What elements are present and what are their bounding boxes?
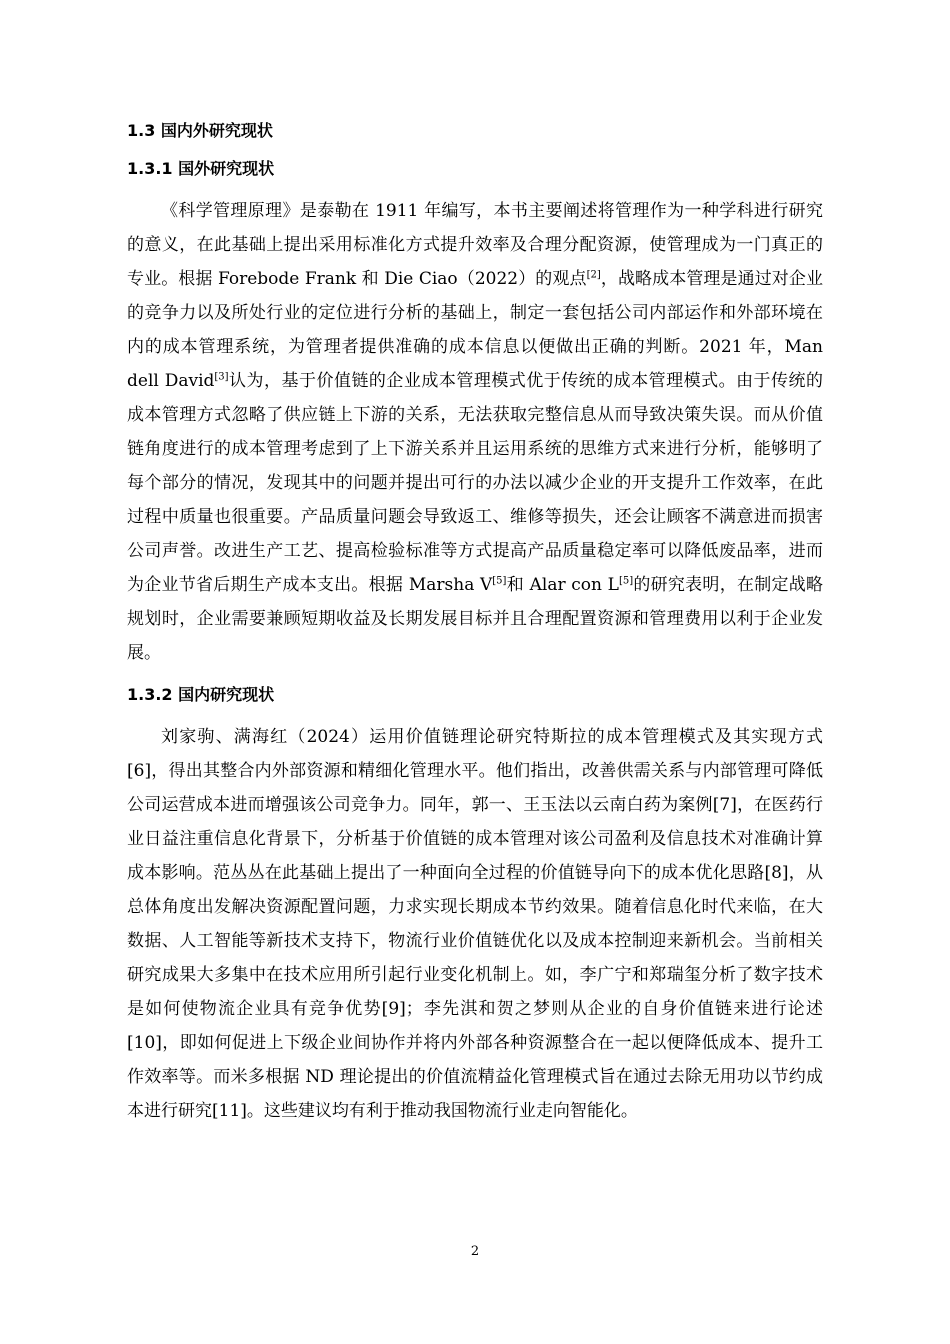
text-run: ，战略成本管理是通过对企业的竞争力以及所处行业的定位进行分析的基础上，制定一套包括公司内部运作和外部环境在内的成本管理系统，为管理者提供准确的成本信息以便做出正确的判断。2021 年，Man dell David (127, 269, 823, 391)
subsection-heading-domestic: 1.3.2 国内研究现状 (127, 685, 275, 704)
citation-ref: [3] (214, 371, 229, 383)
paragraph-foreign-research (127, 194, 823, 670)
text-run: 的研究表明，在制定战略规划时，企业需要兼顾短期收益及长期发展目标并且合理配置资源和管理费用以利于企业发展。 (127, 575, 824, 663)
section-heading: 1.3 国内外研究现状 (127, 121, 273, 140)
text-run: 认为，基于价值链的企业成本管理模式优于传统的成本管理模式。由于传统的成本管理方式忽略了供应链上下游的关系，无法获取完整信息从而导致决策失误。而从价值链角度进行的成本管理考虑到了上下游关系并且运用系统的思维方式来进行分析，能够明了每个部分的情况，发现其中的问题并提出可行的办法以减少企业的开支提升工作效率，在此过程中质量也很重要。产品质量问题会导致返工、维修等损失，还会让顾客不满意进而损害公司声誉。改进生产工艺、提高检验标准等方式提高产品质量稳定率可以降低废品率，进而为企业节省后期生产成本支出。根据 Marsha V (127, 371, 823, 595)
text-run: 和 Alar con L (506, 575, 619, 595)
citation-ref: [2] (586, 269, 601, 281)
paragraph-domestic-research: 刘家驹、满海红（2024）运用价值链理论研究特斯拉的成本管理模式及其实现方式[6]，得出其整合内外部资源和精细化管理水平。他们指出，改善供需关系与内部管理可降低公司运营成本进而增强该公司竞争力。同年，郭一、王玉法以云南白药为案例[7]，在医药行业日益注重信息化背景下，分析基于价值链的成本管理对该公司盈利及信息技术对准确计算成本影响。范丛丛在此基础上提出了一种面向全过程的价值链导向下的成本优化思路[8]，从总体角度出发解决资源配置问题，力求实现长期成本节约效果。随着信息化时代来临，在大数据、人工智能等新技术支持下，物流行业价值链优化以及成本控制迎来新机会。当前相关研究成果大多集中在技术应用所引起行业变化机制上。如，李广宁和郑瑞玺分析了数字技术是如何使物流企业具有竞争优势[9]；李先淇和贺之梦则从企业的自身价值链来进行论述[10]，即如何促进上下级企业间协作并将内外部各种资源整合在一起以便降低成本、提升工作效率等。而米多根据 ND 理论提出的价值流精益化管理模式旨在通过去除无用功以节约成本进行研究[11]。这些建议均有利于推动我国物流行业走向智能化。 (127, 727, 823, 1121)
text-run: 《科学管理原理》是泰勒在 1911 年编写，本书主要阐述将管理作为一种学科进行研究的意义，在此基础上提出采用标准化方式提升效率及合理分配资源，使管理成为一门真正的专业。根据 Forebode Frank 和 Die Ciao（2022）的观点 (127, 201, 823, 289)
citation-ref: [5] (618, 575, 634, 587)
citation-ref: [5] (492, 575, 507, 587)
document-page (127, 120, 823, 1142)
page-number: 2 (470, 1244, 480, 1259)
subsection-heading-foreign: 1.3.1 国外研究现状 (127, 159, 275, 178)
